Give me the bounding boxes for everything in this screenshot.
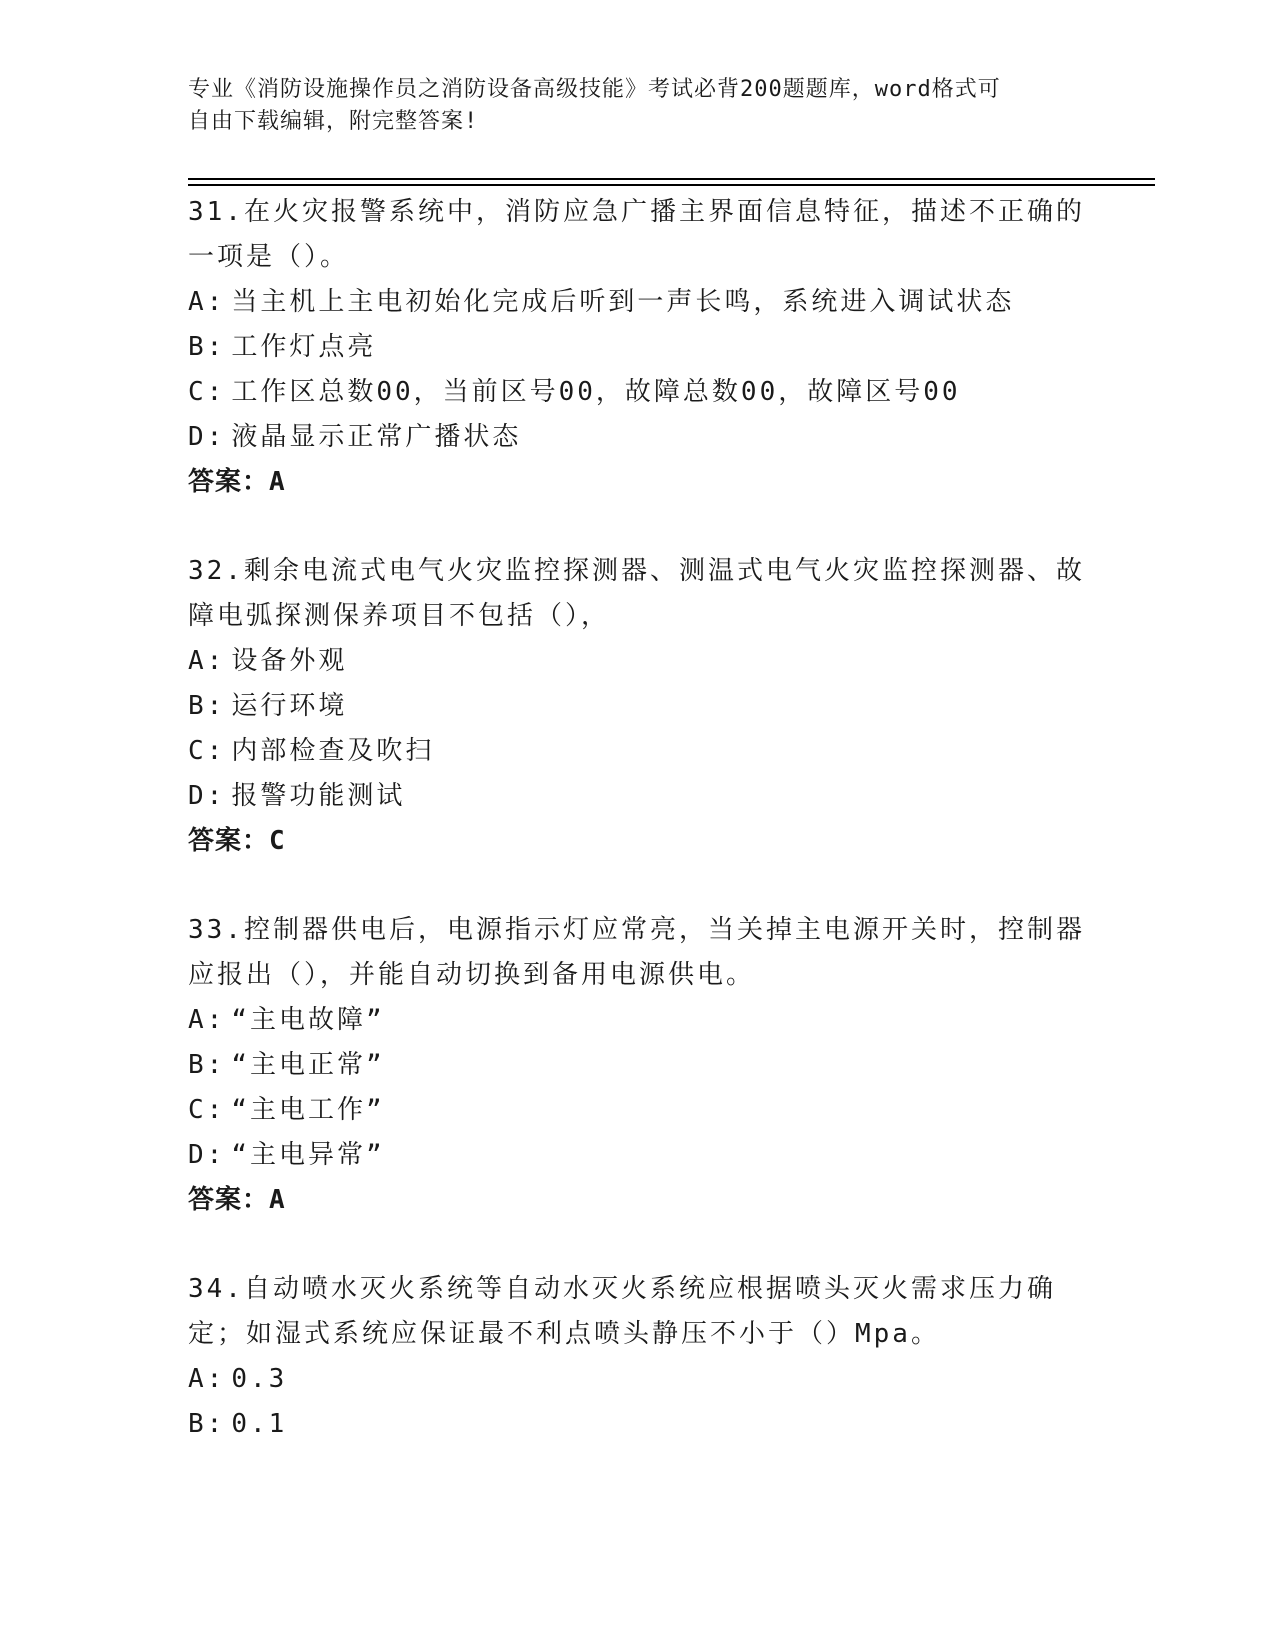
option-b — [188, 684, 1088, 729]
option-letter: A: — [188, 1364, 226, 1394]
question-text: 34.自动喷水灭火系统等自动水灭火系统应根据喷头灭火需求压力确定；如湿式系统应保证最不利点喷头静压不小于（）Mpa。 — [188, 1274, 1056, 1349]
question-list — [188, 190, 1088, 1491]
option-text: 设备外观 — [231, 646, 348, 676]
option-letter: C: — [188, 1095, 226, 1125]
option-letter: D: — [188, 1140, 226, 1170]
option-text: 内部检查及吹扫 — [231, 736, 435, 766]
option-c — [188, 729, 1088, 774]
option-b — [188, 1402, 1088, 1447]
option-letter: A: — [188, 646, 226, 676]
answer-label: 答案：A — [188, 467, 286, 497]
option-text: 运行环境 — [231, 691, 348, 721]
option-text: 当主机上主电初始化完成后听到一声长鸣，系统进入调试状态 — [231, 287, 1015, 317]
option-b — [188, 325, 1088, 370]
question-text: 31.在火灾报警系统中，消防应急广播主界面信息特征，描述不正确的一项是（）。 — [188, 197, 1085, 272]
answer-label: 答案：C — [188, 826, 286, 856]
option-d — [188, 1133, 1088, 1178]
option-a — [188, 280, 1088, 325]
option-text: 工作区总数00，当前区号00，故障总数00，故障区号00 — [231, 377, 961, 407]
option-d — [188, 774, 1088, 819]
option-text: 液晶显示正常广播状态 — [231, 422, 522, 452]
option-text: “主电正常” — [231, 1050, 385, 1080]
question-text: 33.控制器供电后，电源指示灯应常亮，当关掉主电源开关时，控制器应报出（），并能自动切换到备用电源供电。 — [188, 915, 1085, 990]
option-a — [188, 1357, 1088, 1402]
answer-label: 答案：A — [188, 1185, 286, 1215]
question-text: 32.剩余电流式电气火灾监控探测器、测温式电气火灾监控探测器、故障电弧探测保养项目不包括（）， — [188, 556, 1085, 631]
option-letter: C: — [188, 736, 226, 766]
header-line-1: 专业《消防设施操作员之消防设备高级技能》考试必背200题题库，word格式可 — [188, 77, 1001, 102]
option-letter: D: — [188, 781, 226, 811]
option-letter: A: — [188, 1005, 226, 1035]
option-letter: B: — [188, 1409, 226, 1439]
option-letter: B: — [188, 1050, 226, 1080]
option-c — [188, 370, 1088, 415]
option-letter: B: — [188, 691, 226, 721]
option-a — [188, 998, 1088, 1043]
option-a — [188, 639, 1088, 684]
header-line-2: 自由下载编辑，附完整答案! — [188, 109, 479, 134]
option-text: 0.3 — [231, 1364, 288, 1394]
question-31 — [188, 190, 1088, 505]
option-text: 工作灯点亮 — [231, 332, 377, 362]
question-32 — [188, 549, 1088, 864]
option-letter: B: — [188, 332, 226, 362]
question-34 — [188, 1267, 1088, 1447]
document-header — [188, 74, 1068, 138]
option-text: 报警功能测试 — [231, 781, 406, 811]
option-text: 0.1 — [231, 1409, 288, 1439]
option-letter: A: — [188, 287, 226, 317]
header-divider-bottom — [188, 184, 1155, 186]
header-divider-top — [188, 178, 1155, 180]
option-b — [188, 1043, 1088, 1088]
option-c — [188, 1088, 1088, 1133]
option-text: “主电故障” — [231, 1005, 385, 1035]
option-text: “主电工作” — [231, 1095, 385, 1125]
option-text: “主电异常” — [231, 1140, 385, 1170]
option-letter: C: — [188, 377, 226, 407]
option-d — [188, 415, 1088, 460]
option-letter: D: — [188, 422, 226, 452]
question-33 — [188, 908, 1088, 1223]
